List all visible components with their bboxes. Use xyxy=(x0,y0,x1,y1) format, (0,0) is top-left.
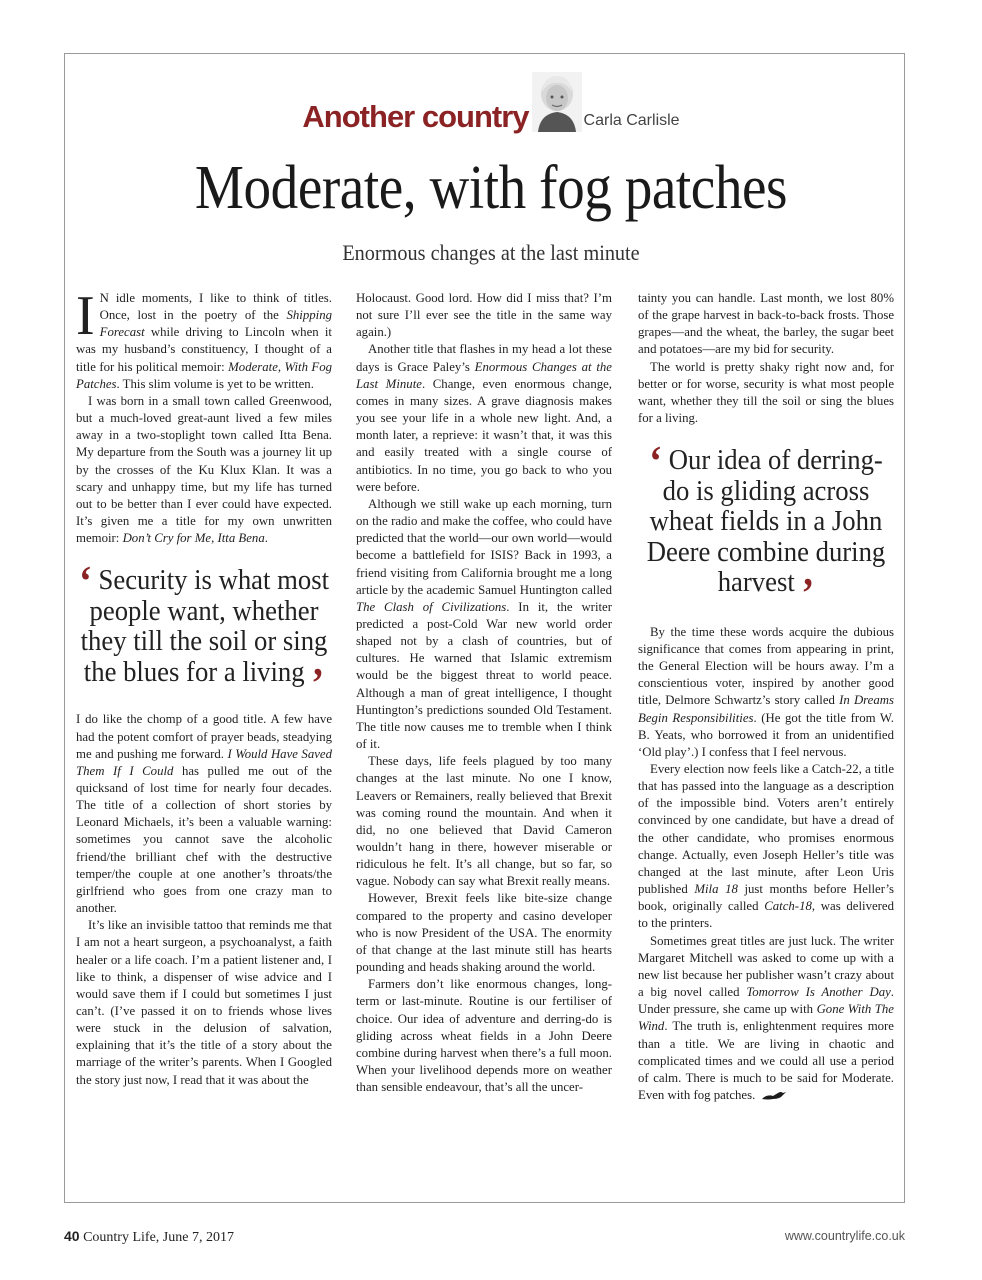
paragraph: The world is pretty shaky right now and, for better or for worse, security is what most people want, whether they till the soil or sing the blues for a living. xyxy=(638,359,894,426)
headline: Moderate, with fog patches xyxy=(194,154,788,222)
paragraph xyxy=(356,496,612,753)
author-name: Carla Carlisle xyxy=(583,112,680,129)
pull-quote xyxy=(78,559,330,707)
title-italic: Shipping Forecast xyxy=(99,308,332,340)
text-run: By the time these words acquire the dubious significance that comes from appearing in print, the General Election will be hours away. I’m a conscientious voter, inspired by another good title, Delmore Schwartz’s story called xyxy=(638,624,894,708)
author-portrait xyxy=(532,72,582,132)
paragraph: Holocaust. Good lord. How did I miss that? I’m not sure I’ll ever see the title in the same way again.) xyxy=(356,291,612,340)
pheasant-end-mark-icon xyxy=(761,1090,787,1102)
pull-quote-text: Security is what most people want, whether they till the soil or sing the blues for a living xyxy=(80,564,330,688)
paragraph xyxy=(76,285,332,393)
title-italic: Moderate, With Fog Patches xyxy=(76,359,332,391)
text-run: N idle moments, I like to think of titles. Once, lost in the poetry of the xyxy=(99,291,332,323)
footer-url: www.countrylife.co.uk xyxy=(784,1229,905,1243)
paragraph: tainty you can handle. Last month, we lost 80% of the grape harvest in back-to-back frosts. Those grapes—and the wheat, the barley, the sugar beet and potatoes—are my bid for security. xyxy=(638,291,894,357)
column-3 xyxy=(638,290,894,1104)
paragraph: Farmers don’t like enormous changes, long-term or last-minute. Routine is our fertiliser of choice. Our idea of adventure and derring-do is gliding across wheat fields in a John Deere combine during harvest when there’s a full moon. When your livelihood depends more on weather than sensible endeavour, that’s all the uncer- xyxy=(356,977,612,1095)
title-italic: Mila 18 xyxy=(694,882,738,897)
text-run: Although we still wake up each morning, turn on the radio and make the coffee, who could have predicted that the world—our own world—would become a battlefield for ISIS? Back in 1993, a friend visiting from California brought me a long article by the academic Samuel Huntington called xyxy=(356,496,612,597)
text-run: . This slim volume is yet to be written. xyxy=(116,376,314,391)
text-run: Every election now feels like a Catch-22, a title that has passed into the language as a description of the impossible bind. Voters aren’t entirely convinced by one candidate, but have a dread of the other candidate, who promises enormous change. Actually, even Joseph Heller’s title was changed at the last minute, after Leon Uris published xyxy=(638,762,894,897)
pull-quote-text: Our idea of derring-do is gliding across wheat fields in a John Deere combine during harvest xyxy=(646,444,886,599)
title-italic: Catch-18 xyxy=(764,899,812,914)
title-italic: Don’t Cry for Me, Itta Bena xyxy=(122,531,265,546)
open-quote-mark: ‘ xyxy=(649,439,663,486)
title-italic: In Dreams Begin Responsibilities xyxy=(638,693,894,725)
paragraph xyxy=(638,624,894,761)
title-italic: Tomorrow Is Another Day xyxy=(746,985,891,1000)
text-run: . Under pressure, she came up with xyxy=(638,985,894,1017)
text-run: . (He got the title from W. B. Yeats, who borrowed it from an unidentified ‘Old play’.) I confess that I feel nervous. xyxy=(638,710,894,759)
text-run: I do like the chomp of a good title. A few have had the potent comfort of prayer beads, steadying me and pushing me forward. xyxy=(76,712,332,761)
text-run: . Change, even enormous change, comes in many sizes. A grave diagnosis makes you see your life in a whole new light. And, a month later, a reprieve: it wasn’t that, it was this and easily treated with a single course of antibiotics. In no time, you go back to who you were before. xyxy=(356,376,612,494)
column-1 xyxy=(76,285,332,1089)
drop-cap: I xyxy=(76,285,95,347)
text-run: Sometimes great titles are just luck. The writer Margaret Mitchell was asked to come up with a new list because her publisher wasn’t crazy about a big novel called xyxy=(638,933,894,1000)
paragraph xyxy=(638,933,894,1105)
title-italic: The Clash of Civilizations xyxy=(356,599,507,614)
open-quote-mark: ‘ xyxy=(78,559,92,606)
paragraph: These days, life feels plagued by too many changes at the last minute. No one I know, Leavers or Remainers, really believed that Brexit was coming round the mountain. And when it did, no one believed that David Cameron wouldn’t hang in there, however miserable or ridiculous he felt. It’s all change, but so far, so vague. Nobody can say what Brexit really means. xyxy=(356,754,612,889)
paragraph xyxy=(76,711,332,917)
title-italic: I Would Have Saved Them If I Could xyxy=(76,746,332,778)
publication-line: Country Life, June 7, 2017 xyxy=(83,1230,234,1245)
paragraph xyxy=(356,341,612,495)
page-number: 40 xyxy=(64,1228,80,1244)
footer-folio xyxy=(64,1228,234,1246)
standfirst: Enormous changes at the last minute xyxy=(342,240,640,265)
title-italic: Enormous Changes at the Last Minute xyxy=(356,359,612,391)
text-run: Another title that flashes in my head a lot these days is Grace Paley’s xyxy=(356,342,612,374)
paragraph xyxy=(76,393,332,547)
close-quote-mark: ’ xyxy=(801,571,815,618)
column-name: Another country xyxy=(302,99,529,134)
text-run: . The truth is, enlightenment requires more than a title. We are living in chaotic and complicated times and we could all use a period of calm. There is much to be said for Moderate. Even with fog patches. xyxy=(638,1019,894,1102)
text-run: has pulled me out of the quicksand of lost time for nearly four decades. The title of a collection of short stories by Leonard Michaels, it’s been a valuable warning: sometimes you cannot save the alcoholic friend/the brilliant chef with the destructive temper/the couple at one another’s throats/the girlfriend who goes from one crazy man to another. xyxy=(76,763,332,916)
text-run: . xyxy=(264,531,268,546)
text-run: . In it, the writer predicted a post-Cold War new world order shaped not by a clash of countries, but of cultures. He warned that Islamic extremism would be the biggest threat to world peace. Although a man of great intelligence, I thought Huntington’s predictions sounded Old Testament. The title now causes me to tremble when I think of it. xyxy=(356,599,613,752)
pull-quote xyxy=(641,439,891,618)
column-2 xyxy=(356,290,612,1096)
text-run: just months before Heller’s book, originally called xyxy=(638,882,895,914)
close-quote-mark: ’ xyxy=(311,660,325,707)
text-run: while driving to Lincoln when it was my husband’s constituency, I thought of a title for his political memoir: xyxy=(76,325,332,374)
masthead xyxy=(0,70,982,132)
paragraph: However, Brexit feels like bite-size change compared to the property and casino developer who is now President of the USA. The enormity of that change at the last minute still has hearts pounding and heads shaking around the world. xyxy=(356,891,612,975)
paragraph: It’s like an invisible tattoo that reminds me that I am not a heart surgeon, a psychoanalyst, a faith healer or a life coach. I’m a patient listener and, I like to think, a dispenser of wise advice and I would save them if I could but sometimes I just can’t. (I’ve passed it on to friends whose lives were stuck in the delusion of salvation, explaining that it’s the title of a story about the marriage of the writer’s parents. When I Googled the story just now, I read that it was about the xyxy=(76,918,332,1087)
paragraph xyxy=(638,761,894,933)
text-run: I was born in a small town called Greenwood, but a much-loved great-aunt lived a few miles away in a two-stoplight town called Itta Bena. My departure from the South was a journey lit up by the crosses of the Ku Klux Klan. It was a scary and unhappy time, but my life has turned out to be better than I ever could have expected. It’s given me a title for my own unwritten memoir: xyxy=(76,393,332,546)
title-italic: Gone With The Wind xyxy=(638,1002,894,1034)
text-run: , was delivered to the printers. xyxy=(638,899,894,931)
